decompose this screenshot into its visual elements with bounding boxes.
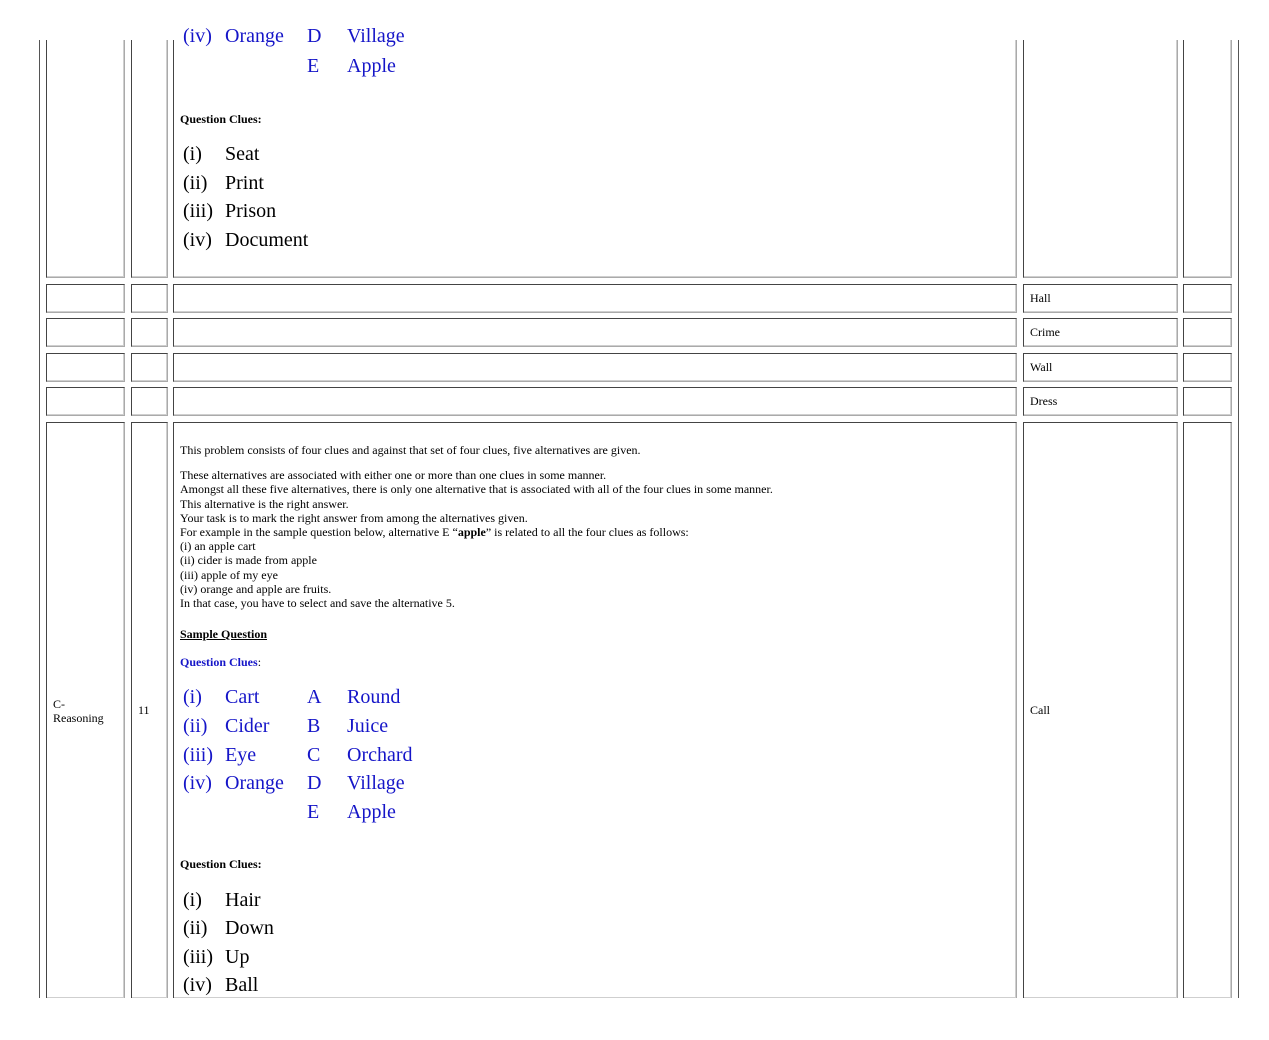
sample-question-heading: Sample Question (180, 627, 268, 641)
clue-row (183, 889, 383, 915)
qno-cell (131, 353, 168, 382)
alternative-letter: C (307, 744, 321, 766)
clue-word: Down (225, 917, 274, 939)
qno-cell: 11 (131, 422, 168, 998)
instruction-line: Your task is to mark the right answer from among the alternatives given. (180, 510, 528, 525)
clue-word: Cart (225, 686, 260, 708)
section-cell (46, 353, 125, 382)
answer-cell: Dress (1023, 387, 1178, 416)
alternative-letter: A (307, 686, 322, 708)
sample-row (183, 772, 483, 798)
marks-cell (1183, 318, 1232, 347)
clue-word: Prison (225, 200, 277, 222)
answer-cell: Hall (1023, 284, 1178, 313)
clue-number: (iii) (183, 946, 213, 968)
example-prefix: For example in the sample question below, alternative E “ (180, 525, 458, 540)
section-cell (46, 387, 125, 416)
clue-number: (iii) (183, 744, 213, 766)
clue-word: Eye (225, 744, 257, 766)
clue-word: Hair (225, 889, 261, 911)
clue-word: Document (225, 229, 309, 251)
clue-number: (i) (183, 143, 202, 165)
answer-cell: Wall (1023, 353, 1178, 382)
answer-cell: Call (1023, 422, 1178, 998)
sample-clues-colon: : (257, 655, 262, 669)
alternative-letter: D (307, 772, 322, 794)
clue-word: Orange (225, 25, 284, 47)
alternative-letter: E (307, 55, 320, 77)
example-item: (ii) cider is made from apple (180, 553, 317, 568)
clue-word: Print (225, 172, 264, 194)
question-cell (173, 318, 1017, 347)
clue-number: (iv) (183, 974, 212, 996)
alternative-word: Orchard (347, 744, 413, 766)
alternative-letter: D (307, 25, 322, 47)
sample-row-e (183, 55, 483, 81)
example-suffix: ” is related to all the four clues as follows: (485, 525, 689, 540)
question-clues-heading: Question Clues: (180, 857, 262, 871)
sample-clues-heading (180, 655, 261, 670)
intro-text: This problem consists of four clues and against that set of four clues, five alternatives are given. (180, 443, 641, 457)
clue-number: (ii) (183, 917, 208, 939)
alternative-letter: B (307, 715, 321, 737)
qno-cell (131, 318, 168, 347)
alternative-word: Juice (347, 715, 389, 737)
clue-number: (iii) (183, 200, 213, 222)
instruction-line: This alternative is the right answer. (180, 496, 349, 511)
clue-word: Ball (225, 974, 259, 996)
clue-number: (iv) (183, 229, 212, 251)
alternative-word: Village (347, 772, 405, 794)
example-answer: apple (457, 525, 486, 540)
answer-cell (1023, 40, 1178, 278)
instruction-line: Amongst all these five alternatives, there is only one alternative that is associated with all of the four clues in some manner. (180, 482, 773, 497)
sample-row (183, 715, 483, 741)
clue-number: (iv) (183, 25, 212, 47)
clue-word: Cider (225, 715, 270, 737)
question-cell (173, 353, 1017, 382)
marks-cell (1183, 387, 1232, 416)
answer-cell: Crime (1023, 318, 1178, 347)
sample-row (183, 744, 483, 770)
section-cell (46, 40, 125, 278)
example-item: (iii) apple of my eye (180, 567, 278, 582)
question-cell (173, 387, 1017, 416)
alternative-word: Village (347, 25, 405, 47)
marks-cell (1183, 40, 1232, 278)
instruction-line: These alternatives are associated with either one or more than one clues in some manner. (180, 468, 607, 483)
section-cell (46, 284, 125, 313)
clue-row (183, 143, 383, 169)
clue-row (183, 200, 383, 226)
question-clues-heading: Question Clues: (180, 112, 262, 126)
clue-number: (iv) (183, 772, 212, 794)
clue-number: (i) (183, 686, 202, 708)
marks-cell (1183, 284, 1232, 313)
sample-row (183, 801, 483, 827)
example-line (180, 525, 1010, 539)
clue-number: (i) (183, 889, 202, 911)
qno-cell (131, 284, 168, 313)
clue-word: Up (225, 946, 250, 968)
marks-cell (1183, 422, 1232, 998)
sample-clues-label: Question Clues (180, 655, 258, 669)
qno-cell (131, 40, 168, 278)
clue-row (183, 946, 383, 972)
sample-row-cut-off (183, 25, 483, 51)
section-cell: C- Reasoning (46, 422, 125, 998)
clue-word: Seat (225, 143, 260, 165)
clue-number: (ii) (183, 172, 208, 194)
alternative-letter: E (307, 801, 320, 823)
alternative-word: Round (347, 686, 401, 708)
clue-row (183, 974, 383, 1000)
question-description (180, 443, 1010, 610)
qno-cell (131, 387, 168, 416)
table-left-edge (39, 40, 40, 998)
sample-row (183, 686, 483, 712)
clue-number: (ii) (183, 715, 208, 737)
question-cell (173, 284, 1017, 313)
example-item: In that case, you have to select and save the alternative 5. (180, 596, 455, 611)
marks-cell (1183, 353, 1232, 382)
clue-row (183, 917, 383, 943)
example-item: (iv) orange and apple are fruits. (180, 581, 332, 596)
table-right-edge (1238, 40, 1239, 998)
alternative-word: Apple (347, 801, 396, 823)
alternative-word: Apple (347, 55, 396, 77)
clue-row (183, 229, 383, 255)
clue-word: Orange (225, 772, 284, 794)
clue-row (183, 172, 383, 198)
section-cell (46, 318, 125, 347)
example-item: (i) an apple cart (180, 539, 256, 554)
